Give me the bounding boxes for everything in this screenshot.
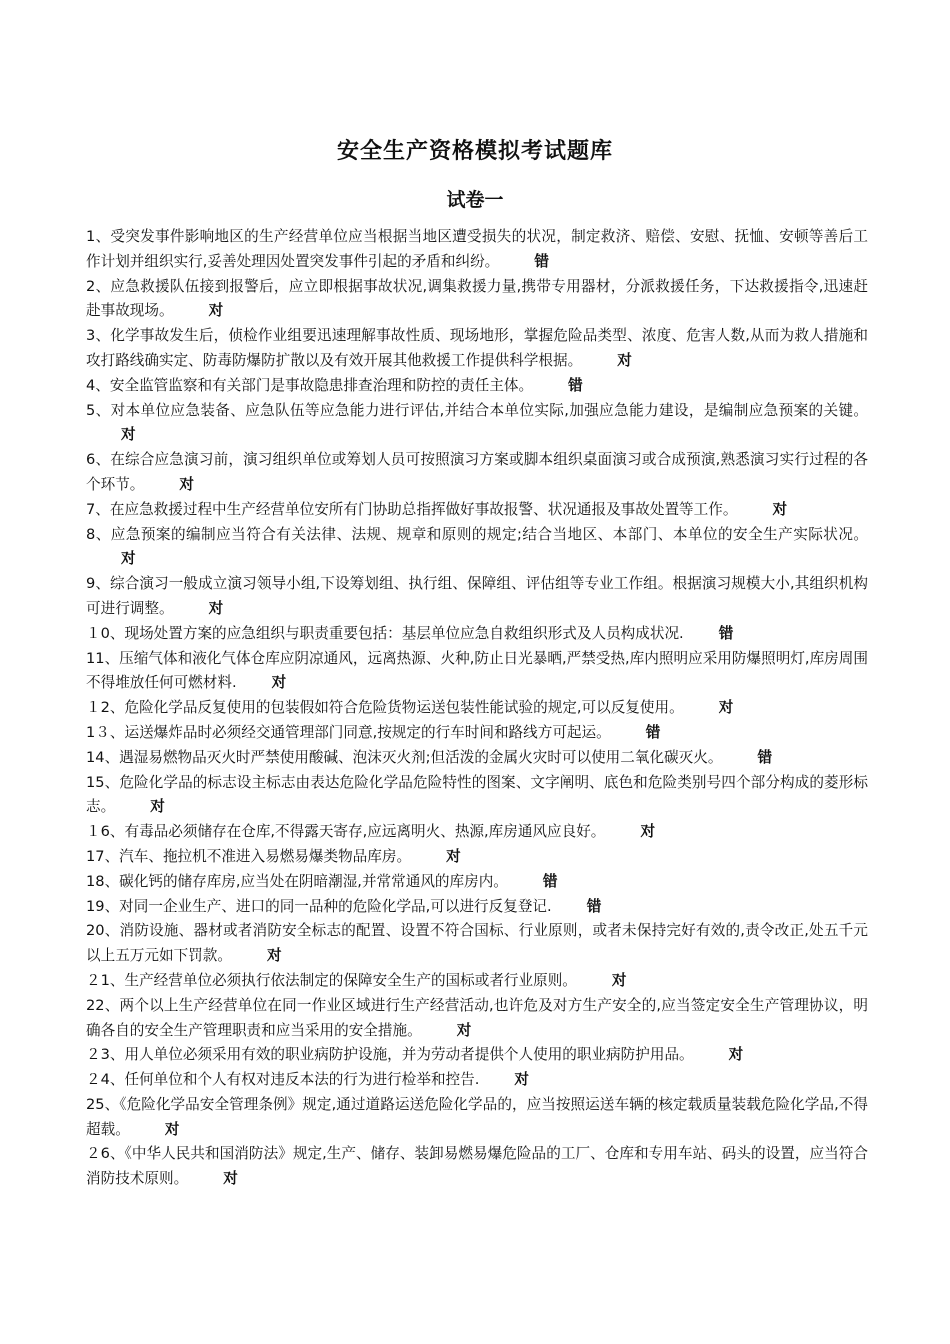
question-text: ２6、《中华人民共和国消防法》规定,生产、储存、装卸易燃易爆危险品的工厂、仓库和专用车站、码头的设置，应当符合消防技术原则。 <box>86 1145 868 1188</box>
question-text: 11、压缩气体和液化气体仓库应阴凉通风，远离热源、火种,防止日光暴晒,严禁受热,库内照明应采用防爆照明灯,库房周围不得堆放任何可燃材料. <box>86 649 868 692</box>
question-item <box>86 374 868 399</box>
question-item <box>86 448 868 498</box>
question-item <box>86 1142 868 1192</box>
page-title: 安全生产资格模拟考试题库 <box>336 139 613 164</box>
answer-mark: 对 <box>617 351 632 369</box>
question-text: 25、《危险化学品安全管理条例》规定,通过道路运送危险化学品的，应当按照运送车辆的核定载质量装载危险化学品,不得超载。 <box>86 1095 868 1138</box>
answer-mark: 对 <box>271 674 287 692</box>
page-subtitle: 试卷一 <box>446 189 504 211</box>
question-text: 7、在应急救援过程中生产经营单位安所有门协助总指挥做好事故报警、状况通报及事故处置等工作。 <box>86 500 738 518</box>
answer-mark: 对 <box>718 699 734 717</box>
question-item <box>86 845 868 870</box>
answer-mark: 对 <box>640 823 656 841</box>
question-text: ２3、用人单位必须采用有效的职业病防护设施，并为劳动者提供个人使用的职业病防护用品。 <box>86 1046 694 1064</box>
question-text: 6、在综合应急演习前，演习组织单位或筹划人员可按照演习方案或脚本组织桌面演习或合成预演,熟悉演习实行过程的各个环节。 <box>86 451 868 493</box>
question-item <box>86 969 868 994</box>
question-item <box>86 820 868 845</box>
answer-mark: 错 <box>757 748 773 766</box>
question-item <box>86 1068 868 1093</box>
question-text: 17、汽车、拖拉机不准进入易燃易爆类物品库房。 <box>86 847 412 865</box>
answer-mark: 错 <box>718 624 734 642</box>
question-item <box>86 895 868 920</box>
answer-mark: 对 <box>208 599 224 617</box>
answer-mark: 对 <box>514 1071 530 1089</box>
question-item <box>86 498 868 523</box>
question-text: ２4、任何单位和个人有权对违反本法的行为进行检举和控告. <box>86 1071 480 1089</box>
answer-mark: 对 <box>266 947 282 965</box>
question-list <box>86 225 868 1192</box>
question-text: 1、受突发事件影响地区的生产经营单位应当根据当地区遭受损失的状况，制定救济、赔偿、安慰、抚恤、安顿等善后工作计划并组织实行,妥善处理因处置突发事件引起的矛盾和纠纷。 <box>86 228 868 270</box>
question-text: 9、综合演习一般成立演习领导小组,下设筹划组、执行组、保障组、评估组等专业工作组。根据演习规模大小,其组织机构可进行调整。 <box>86 575 868 617</box>
answer-mark: 对 <box>150 798 165 816</box>
question-text: 18、碳化钙的储存库房,应当处在阴暗潮湿,并常常通风的库房内。 <box>86 872 508 890</box>
answer-mark: 对 <box>611 971 627 989</box>
answer-mark: 对 <box>223 1170 238 1188</box>
answer-mark: 对 <box>772 500 788 518</box>
question-item <box>86 721 868 746</box>
answer-mark: 错 <box>534 252 549 270</box>
question-item <box>86 746 868 771</box>
question-item <box>86 622 868 647</box>
answer-mark: 对 <box>446 847 461 865</box>
answer-mark: 对 <box>456 1021 472 1039</box>
answer-mark: 错 <box>586 897 602 915</box>
question-item <box>86 1043 868 1068</box>
question-item <box>86 771 868 821</box>
question-text: 3、化学事故发生后，侦检作业组要迅速理解事故性质、现场地形，掌握危险品类型、浓度、危害人数,从而为救人措施和攻打路线确实定、防毒防爆防扩散以及有效开展其他救援工作提供科学根据。 <box>86 327 868 369</box>
answer-mark: 对 <box>208 302 224 320</box>
question-text: 4、安全监管监察和有关部门是事故隐患排查治理和防控的责任主体。 <box>86 376 534 394</box>
question-text: 8、应急预案的编制应当符合有关法律、法规、规章和原则的规定;结合当地区、本部门、本单位的安全生产实际状况。 <box>86 525 868 543</box>
question-item <box>86 647 868 697</box>
question-item <box>86 572 868 622</box>
question-text: ２1、生产经营单位必须执行依法制定的保障安全生产的国标或者行业原则。 <box>86 971 577 989</box>
question-text: １0、现场处置方案的应急组织与职责重要包括：基层单位应急自救组织形式及人员构成状况. <box>86 624 684 642</box>
question-item <box>86 225 868 275</box>
question-text: １6、有毒品必须储存在仓库,不得露天寄存,应远离明火、热源,库房通风应良好。 <box>86 823 606 841</box>
question-text: 15、危险化学品的标志设主标志由表达危险化学品危险特性的图案、文字阐明、底色和危险类别号四个部分构成的菱形标志。 <box>86 773 868 816</box>
answer-mark: 错 <box>568 376 583 394</box>
question-item <box>86 870 868 895</box>
answer-mark: 对 <box>728 1046 744 1064</box>
question-item <box>86 919 868 969</box>
question-text: 22、两个以上生产经营单位在同一作业区域进行生产经营活动,也许危及对方生产安全的,应当签定安全生产管理协议，明确各自的安全生产管理职责和应当采用的安全措施。 <box>86 996 868 1039</box>
question-text: 19、对同一企业生产、进口的同一品种的危险化学品,可以进行反复登记. <box>86 897 552 915</box>
answer-mark: 对 <box>121 550 136 568</box>
answer-mark: 错 <box>645 723 661 741</box>
question-item <box>86 523 868 573</box>
answer-mark: 对 <box>179 475 195 493</box>
question-text: 1３、运送爆炸品时必须经交通管理部门同意,按规定的行车时间和路线方可起运。 <box>86 723 611 741</box>
answer-mark: 对 <box>164 1120 180 1138</box>
question-text: 20、消防设施、器材或者消防安全标志的配置、设置不符合国标、行业原则，或者未保持完好有效的,责令改正,处五千元以上五万元如下罚款。 <box>86 922 868 965</box>
answer-mark: 错 <box>542 872 558 890</box>
question-text: 5、对本单位应急装备、应急队伍等应急能力进行评估,并结合本单位实际,加强应急能力建设，是编制应急预案的关键。 <box>86 401 868 419</box>
question-item <box>86 324 868 374</box>
answer-mark: 对 <box>121 426 136 444</box>
question-text: １2、危险化学品反复使用的包装假如符合危险货物运送包装性能试验的规定,可以反复使用。 <box>86 699 684 717</box>
question-item <box>86 1093 868 1143</box>
question-item <box>86 994 868 1044</box>
question-item <box>86 399 868 449</box>
question-text: 14、遇湿易燃物品灭火时严禁使用酸碱、泡沫灭火剂;但活泼的金属火灾时可以使用二氧化碳灭火。 <box>86 748 723 766</box>
question-item <box>86 275 868 325</box>
question-text: 2、应急救援队伍接到报警后，应立即根据事故状况,调集救援力量,携带专用器材，分派救援任务，下达救援指令,迅速赶赴事故现场。 <box>86 277 868 320</box>
question-item <box>86 696 868 721</box>
